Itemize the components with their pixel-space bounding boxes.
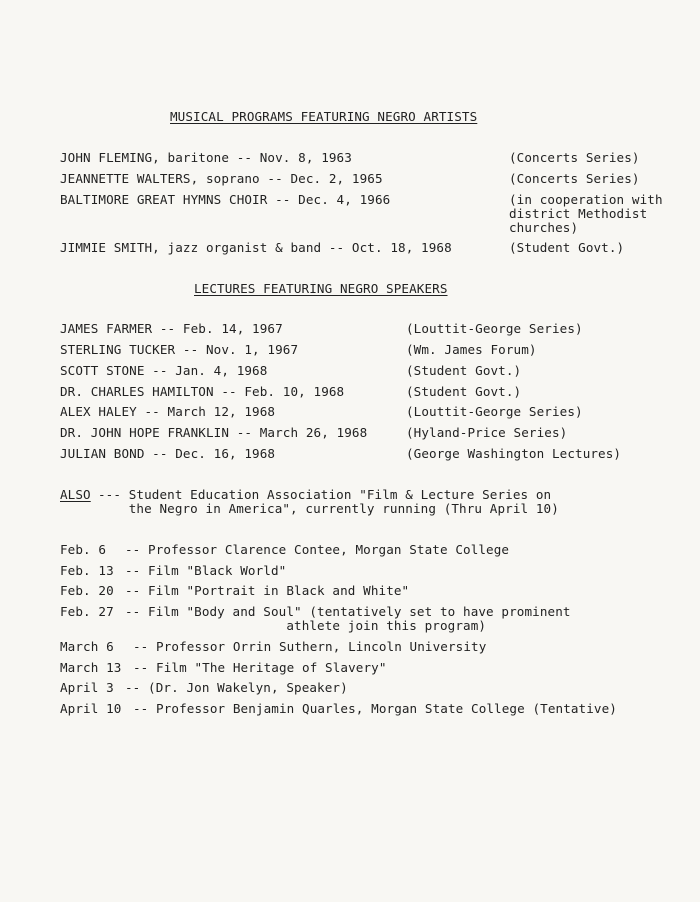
lecture-item: SCOTT STONE -- Jan. 4, 1968	[60, 363, 268, 378]
series-date: March 6	[60, 639, 114, 654]
series-item: -- Film "Body and Soul" (tentatively set to have prominent athlete join this program)	[125, 604, 571, 633]
music-item-note: (in cooperation with district Methodist churches)	[509, 192, 663, 235]
series-item: -- (Dr. Jon Wakelyn, Speaker)	[125, 680, 348, 695]
lecture-item: DR. JOHN HOPE FRANKLIN -- March 26, 1968	[60, 425, 368, 440]
lecture-item-note: (Louttit-George Series)	[406, 404, 583, 419]
lecture-item: DR. CHARLES HAMILTON -- Feb. 10, 1968	[60, 384, 345, 399]
music-section-title: MUSICAL PROGRAMS FEATURING NEGRO ARTISTS	[170, 109, 478, 124]
music-item: JIMMIE SMITH, jazz organist & band -- Oct. 18, 1968	[60, 240, 452, 255]
series-item: -- Professor Orrin Suthern, Lincoln University	[133, 639, 487, 654]
lecture-item-note: (Hyland-Price Series)	[406, 425, 568, 440]
music-item: JEANNETTE WALTERS, soprano -- Dec. 2, 1965	[60, 171, 383, 186]
series-date: April 3	[60, 680, 114, 695]
lecture-item: JAMES FARMER -- Feb. 14, 1967	[60, 321, 283, 336]
lecture-item-note: (Louttit-George Series)	[406, 321, 583, 336]
series-item: -- Film "The Heritage of Slavery"	[133, 660, 387, 675]
music-item-note: (Student Govt.)	[509, 240, 625, 255]
series-item: -- Professor Benjamin Quarles, Morgan State College (Tentative)	[133, 701, 617, 716]
lecture-item: JULIAN BOND -- Dec. 16, 1968	[60, 446, 276, 461]
lecture-item-note: (Student Govt.)	[406, 384, 522, 399]
series-date: Feb. 20	[60, 583, 114, 598]
series-date: Feb. 13	[60, 563, 114, 578]
also-description: --- Student Education Association "Film & Lecture Series on the Negro in America", currently running (Thru April 10)	[98, 487, 559, 516]
series-item: -- Professor Clarence Contee, Morgan State College	[125, 542, 510, 557]
series-date: Feb. 6	[60, 542, 107, 557]
lecture-item: STERLING TUCKER -- Nov. 1, 1967	[60, 342, 299, 357]
lecture-item-note: (Wm. James Forum)	[406, 342, 537, 357]
series-date: Feb. 27	[60, 604, 114, 619]
also-label: ALSO	[60, 487, 91, 502]
music-item-note: (Concerts Series)	[509, 171, 640, 186]
lecture-item-note: (Student Govt.)	[406, 363, 522, 378]
lecture-item: ALEX HALEY -- March 12, 1968	[60, 404, 276, 419]
series-date: March 13	[60, 660, 122, 675]
series-item: -- Film "Portrait in Black and White"	[125, 583, 410, 598]
series-date: April 10	[60, 701, 122, 716]
music-item: JOHN FLEMING, baritone -- Nov. 8, 1963	[60, 150, 352, 165]
series-item: -- Film "Black World"	[125, 563, 287, 578]
lecture-item-note: (George Washington Lectures)	[406, 446, 622, 461]
music-item-note: (Concerts Series)	[509, 150, 640, 165]
music-item: BALTIMORE GREAT HYMNS CHOIR -- Dec. 4, 1966	[60, 192, 391, 207]
lectures-section-title: LECTURES FEATURING NEGRO SPEAKERS	[194, 281, 448, 296]
